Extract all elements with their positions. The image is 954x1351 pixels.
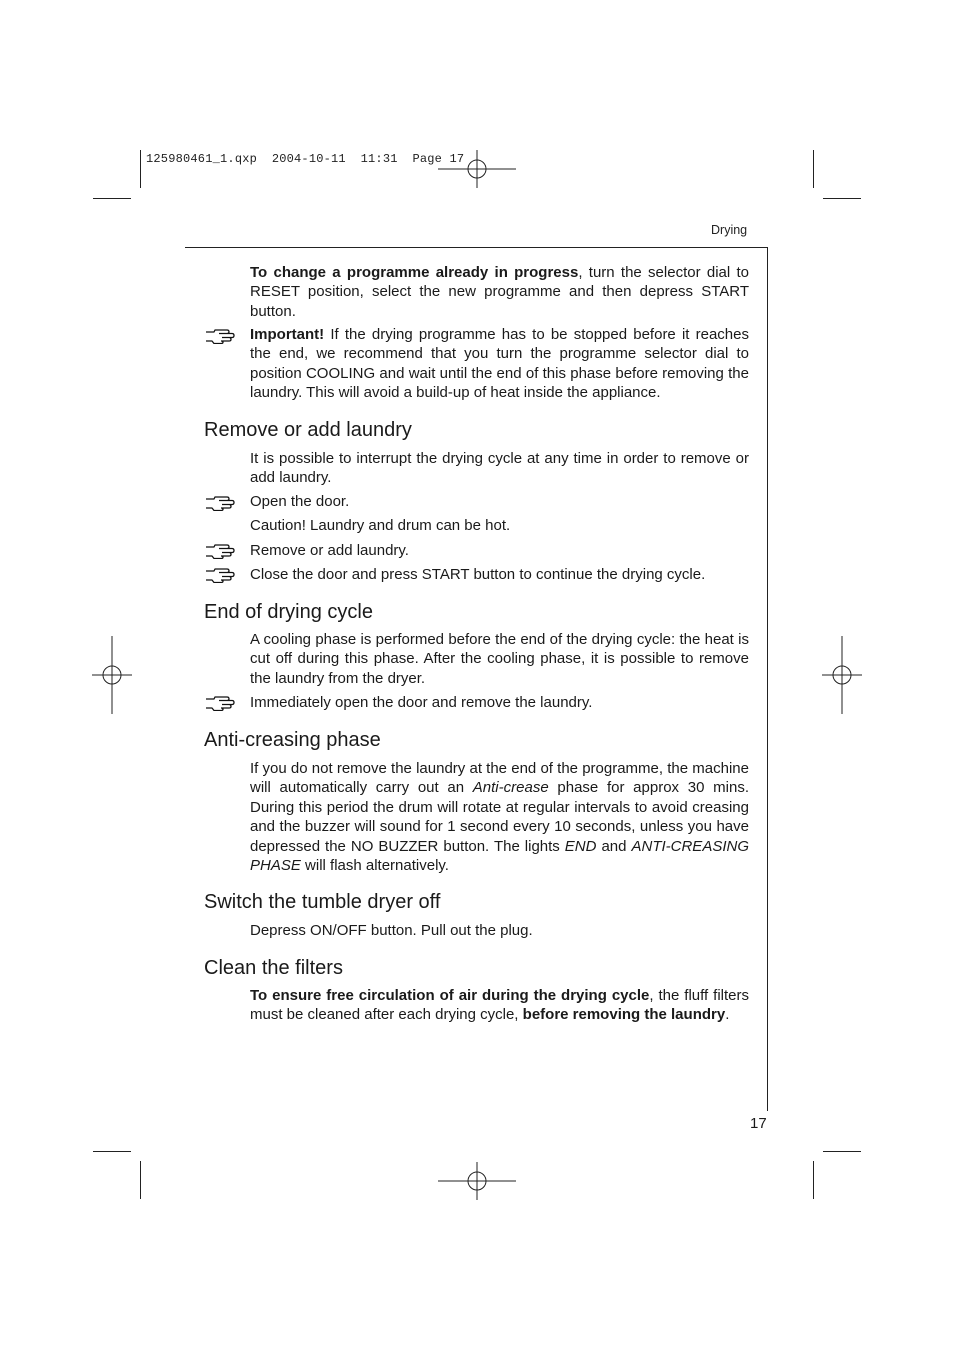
remove-caution: Caution! Laundry and drum can be hot. [250,517,511,534]
registration-mark-icon [438,1162,516,1202]
crop-mark [823,1151,861,1152]
switchoff-paragraph: Depress ON/OFF button. Pull out the plug. [250,922,533,939]
pointing-hand-icon [205,495,235,511]
intro-bold: To change a programme already in progress [250,264,579,281]
crop-mark [823,198,861,199]
pointing-hand-icon [205,567,235,583]
crop-mark [93,1151,131,1152]
filters-paragraph: To ensure free circulation of air during the drying cycle, the fluff filters must be cleaned after each drying cycle, before removing the laundry. [250,987,749,1024]
registration-mark-icon [822,636,862,714]
heading-clean-filters: Clean the filters [204,957,343,979]
page-number: 17 [750,1115,767,1132]
end-paragraph: A cooling phase is performed before the end of the drying cycle: the heat is cut off during this phase. After the cooling phase, it is possible to remove the laundry from the dryer. [250,631,749,687]
pointing-hand-icon [205,695,235,711]
heading-end-of-drying: End of drying cycle [204,601,373,623]
remove-paragraph: It is possible to interrupt the drying cycle at any time in order to remove or add laundry. [250,450,749,487]
header-rule [185,247,768,248]
crop-mark [140,150,141,188]
remove-step-open-door: Open the door. [250,493,350,510]
crop-mark [813,150,814,188]
important-note [250,325,749,403]
print-slug: 125980461_1.qxp 2004-10-11 11:31 Page 17 [146,152,465,166]
registration-mark-icon [92,636,132,714]
heading-switch-off: Switch the tumble dryer off [204,891,441,913]
important-text: If the drying programme has to be stopped before it reaches the end, we recommend that you turn the programme selector dial to position COOLING and wait until the end of this phase before removing the laundry. This will avoid a build-up of heat inside the appliance. [250,326,749,402]
heading-anti-creasing: Anti-creasing phase [204,729,381,751]
crop-mark [140,1161,141,1199]
crop-mark [93,198,131,199]
remove-step-close-door: Close the door and press START button to continue the drying cycle. [250,566,706,583]
crop-mark [813,1161,814,1199]
heading-remove-add-laundry: Remove or add laundry [204,419,412,441]
page-rule-right [767,247,768,1111]
pointing-hand-icon [205,543,235,559]
intro-text: , turn the selector dial to RESET position, select the new programme and then depress START button. [250,264,749,320]
anticrease-paragraph: If you do not remove the laundry at the end of the programme, the machine will automatically carry out an Anti-crease phase for approx 30 mins. During this period the drum will rotate at regular intervals to avoid creasing and the buzzer will sound for 1 second every 10 seconds, unless you have depressed the NO BUZZER button. The lights END and ANTI-CREASING PHASE will flash alternatively. [250,760,749,875]
intro-paragraph [250,263,749,321]
end-step-open-door: Immediately open the door and remove the laundry. [250,694,593,711]
pointing-hand-icon [205,328,235,344]
remove-step-remove-add: Remove or add laundry. [250,542,409,559]
important-label: Important! [250,326,325,343]
running-head: Drying [711,223,748,237]
